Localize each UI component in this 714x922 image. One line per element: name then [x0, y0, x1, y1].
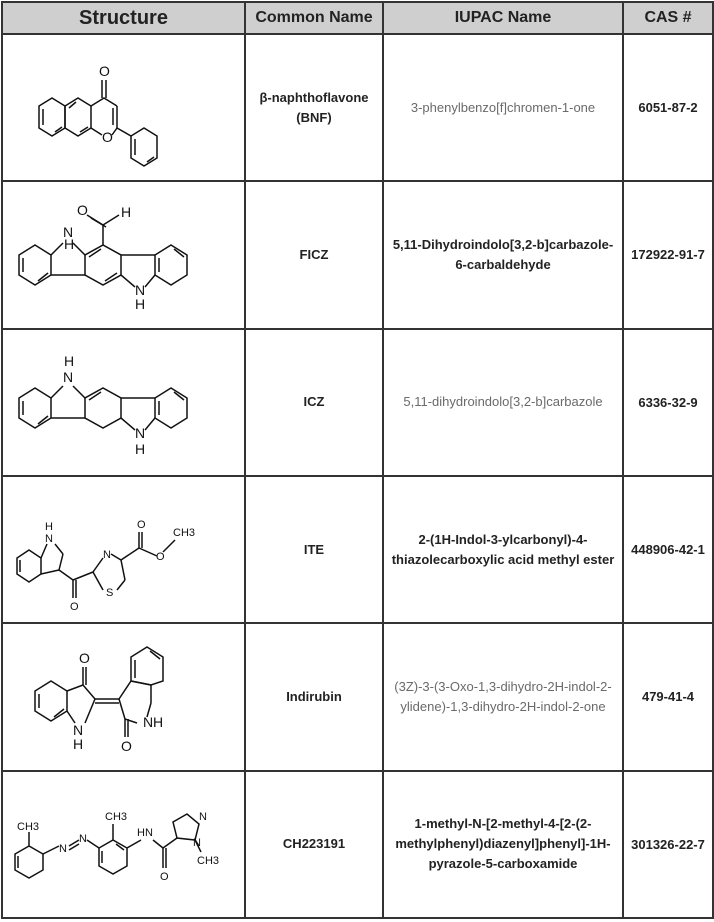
cas-number-cell: 6051-87-2	[623, 34, 713, 181]
structure-cell	[2, 34, 245, 181]
iupac-name-cell: 2-(1H-Indol-3-ylcarbonyl)-4-thiazolecarboxylic acid methyl ester	[383, 476, 623, 623]
iupac-name-cell: 3-phenylbenzo[f]chromen-1-one	[383, 34, 623, 181]
table-row	[2, 771, 713, 918]
icz-atom-label: N	[135, 425, 146, 442]
structure-cell	[2, 476, 245, 623]
table-row	[2, 476, 713, 623]
ite-structure-drawing	[7, 480, 243, 620]
common-name-cell: CH223191	[245, 771, 383, 918]
structure-cell	[2, 181, 245, 328]
ite-atom-label: O	[156, 550, 165, 563]
cas-number-cell: 479-41-4	[623, 623, 713, 770]
bnf-atom-label: O	[101, 128, 113, 145]
bnf-structure-drawing	[14, 38, 234, 178]
icz-structure-drawing	[7, 332, 243, 472]
ligand-table	[1, 1, 714, 919]
iupac-name-cell: 1-methyl-N-[2-methyl-4-[2-(2-methylphenyl)diazenyl]phenyl]-1H-pyrazole-5-carboxamide	[383, 771, 623, 918]
cas-number-cell: 301326-22-7	[623, 771, 713, 918]
ch223191-atom-label: N	[193, 837, 201, 850]
header-iupac-name: IUPAC Name	[383, 2, 623, 34]
common-name-cell: β-naphthoflavone (BNF)	[245, 34, 383, 181]
ficz-atom-label: H	[135, 295, 146, 312]
cas-number-cell: 6336-32-9	[623, 329, 713, 476]
ite-atom-label: O	[137, 518, 146, 531]
ite-atom-label: CH3	[173, 526, 196, 539]
ch223191-atom-label: H	[137, 827, 145, 840]
ite-atom-label: H	[45, 520, 53, 533]
indirubin-atom-label: H	[153, 713, 164, 730]
table-row	[2, 181, 713, 328]
icz-atom-label: H	[64, 353, 75, 370]
ch223191-atom-label: N	[59, 843, 67, 856]
ch223191-atom-label: CH3	[105, 811, 128, 824]
indirubin-atom-label: N	[143, 713, 154, 730]
ch223191-structure-drawing	[7, 774, 243, 914]
common-name-cell: FICZ	[245, 181, 383, 328]
ite-atom-label: O	[70, 600, 79, 613]
header-structure: Structure	[2, 2, 245, 34]
ficz-atom-label: H	[64, 235, 75, 252]
cas-number-cell: 172922-91-7	[623, 181, 713, 328]
ficz-atom-label: O	[77, 201, 88, 218]
ch223191-atom-label: N	[79, 833, 87, 846]
table-row	[2, 329, 713, 476]
bnf-atom-label: O	[98, 62, 110, 79]
cas-number-cell: 448906-42-1	[623, 476, 713, 623]
ch223191-atom-label: N	[199, 811, 207, 824]
iupac-name-cell: (3Z)-3-(3-Oxo-1,3-dihydro-2H-indol-2-ylidene)-1,3-dihydro-2H-indol-2-one	[383, 623, 623, 770]
header-common-name: Common Name	[245, 2, 383, 34]
ch223191-atom-label: CH3	[197, 855, 220, 868]
ite-atom-label: N	[103, 548, 111, 561]
indirubin-atom-label: O	[79, 649, 90, 666]
header-cas: CAS #	[623, 2, 713, 34]
iupac-name-cell: 5,11-Dihydroindolo[3,2-b]carbazole-6-carbaldehyde	[383, 181, 623, 328]
iupac-name-cell: 5,11-dihydroindolo[3,2-b]carbazole	[383, 329, 623, 476]
structure-cell	[2, 771, 245, 918]
indirubin-atom-label: N	[73, 721, 84, 738]
ficz-atom-label: N	[63, 223, 74, 240]
ficz-structure-drawing	[7, 185, 243, 325]
icz-atom-label: H	[135, 441, 146, 458]
ch223191-atom-label: CH3	[17, 821, 40, 834]
ch223191-atom-label: N	[145, 827, 153, 840]
ficz-atom-label: H	[121, 203, 132, 220]
indirubin-structure-drawing	[7, 627, 243, 767]
structure-cell	[2, 329, 245, 476]
ficz-atom-label: N	[135, 281, 146, 298]
structure-cell	[2, 623, 245, 770]
common-name-cell: ITE	[245, 476, 383, 623]
icz-atom-label: N	[63, 369, 74, 386]
ite-atom-label: N	[45, 532, 53, 545]
common-name-cell: ICZ	[245, 329, 383, 476]
table-row	[2, 623, 713, 770]
header-row	[2, 2, 713, 34]
indirubin-atom-label: O	[121, 737, 132, 754]
ch223191-atom-label: O	[160, 871, 169, 884]
common-name-cell: Indirubin	[245, 623, 383, 770]
table-row	[2, 34, 713, 181]
indirubin-atom-label: H	[73, 735, 84, 752]
ite-atom-label: S	[106, 586, 114, 599]
